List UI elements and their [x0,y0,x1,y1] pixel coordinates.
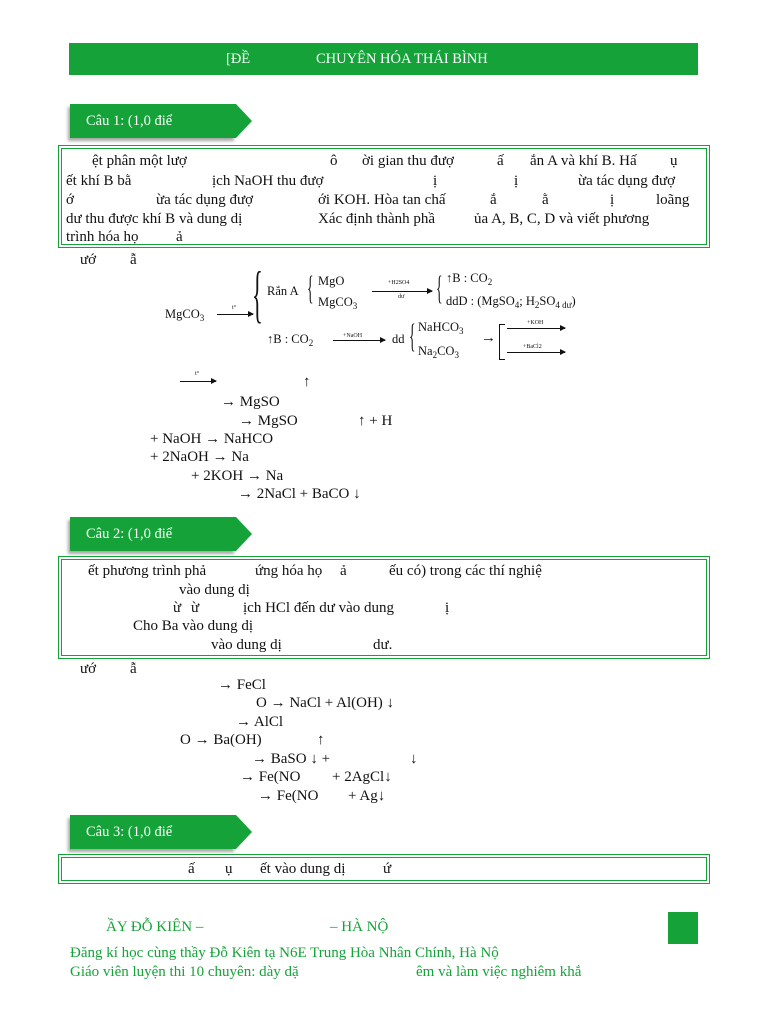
q3-text: ấ [188,861,195,877]
footer-tagline-end: êm và làm việc nghiêm khắ [416,964,582,980]
q1-text: ới KOH. Hòa tan chấ [318,192,446,208]
eq2-line: ↓ [410,751,418,767]
header-banner [69,43,698,75]
q1-text: ừa tác dụng đượ [156,192,254,208]
question-3-tag-label: Câu 3: (1,0 điể [86,824,173,840]
q1-text: ị [610,192,615,208]
q2-text: ịch HCl đến dư vào dung [243,600,395,616]
header-title: CHUYÊN HÓA THÁI BÌNH [316,51,488,67]
b-co2-top-label: ↑B : $CO_2$ [446,271,493,287]
question-1-tag-label: Câu 1: (1,0 điể [86,113,173,129]
eq2-line: O → NaCl + Al(OH) ↓ [256,695,395,711]
mgco3b-label: MgCO$_3$ [318,295,358,311]
footer-title-suffix: – HÀ NỘ [330,919,389,935]
eq1-line: ↑ [303,374,311,390]
mgo-label: MgO [318,274,345,288]
q1-text: ớ [66,192,74,208]
eq2-line: O → Ba(OH) [180,732,262,748]
b-co2-label: ↑B : $CO_2$ [267,332,314,348]
footer-logo-square [668,912,698,944]
eq2-line: ↑ [317,732,325,748]
q1-text: ắ [490,192,497,208]
q1-text: ằ [542,192,549,208]
eq2-line: → Fe(NO [258,788,319,804]
eq1-line: + 2KOH → Na [191,468,284,484]
eq2-line: → AlCl [236,714,284,730]
q1-text: ị [433,173,438,189]
q1-text: trình hóa họ [66,229,139,245]
q2-text: Cho Ba vào dung dị [133,618,253,634]
q1-text: ụ [670,153,678,169]
question-1-tag [70,104,236,138]
eq1-line: → MgSO [221,394,280,410]
na2co3-label: $Na_2CO_3$ [418,344,459,360]
q1-text: dư thu được khí B và dung dị [66,211,243,227]
q2-text: ả [340,563,347,579]
eq1-heat-arrow [180,381,216,382]
koh-label: +KOH [527,320,544,326]
question-3-tag [70,815,236,849]
q2-answer-label: ẫ [130,661,137,677]
q1-text: ết khí B bằ [66,173,132,189]
footer-address: Đăng kí học cùng thầy Đỗ Kiên tạ N6E Trung Hòa Nhân Chính, Hà Nộ [70,945,499,961]
heat-arrow [217,314,253,315]
naoh-label: +NaOH [343,333,363,339]
question-2-tag-label: Câu 2: (1,0 điể [86,526,173,542]
q1-answer-label: ẫ [130,252,137,268]
eq2-line: + 2AgCl↓ [332,769,392,785]
eq1-line: + NaOH → NaHCO [150,431,274,447]
bacl2-arrow [507,352,565,353]
q2-text: ết phương trình phả [88,563,207,579]
q2-text: vào dung dị [179,582,250,598]
q1-text: loãng [656,192,690,208]
q1-text: ời gian thu đượ [362,153,454,169]
header-title-prefix: [ĐỀ [226,51,251,67]
q3-text: ết vào dung dị [260,861,346,877]
du-label: dư [398,294,405,300]
q1-text: ấ [497,153,504,169]
h2so4-label: +H2SO4 [388,280,410,286]
q3-text: ụ [225,861,233,877]
q1-text: ị [514,173,519,189]
nahco3-label: NaHCO$_3$ [418,320,464,336]
eq2-line: + Ag↓ [348,788,386,804]
q3-text: ứ [383,861,392,877]
dd-brace: { [409,318,416,355]
eq1-heat-label: t° [195,371,200,377]
q1-text: ủa A, B, C, D và viết phương [474,211,650,227]
q1-text: Xác định thành phầ [318,211,436,227]
footer-tagline: Giáo viên luyện thi 10 chuyên: dày dặ [70,964,299,980]
eq1-line: ↑ + H [358,413,393,429]
naoh-arrow [333,340,385,341]
q2-text: ừ [191,600,200,616]
eq1-line: + 2NaOH → Na [150,449,249,465]
q2-text: ị [445,600,450,616]
ran-a-brace: { [307,270,314,307]
ddD-label: ddD : (MgSO$_4$; $H_2SO_{4 dư}$) [446,294,576,310]
question-2-tag [70,517,236,551]
q2-text: ừ [173,600,182,616]
eq2-line: → Fe(NO [240,769,301,785]
mgco3-label: MgCO$_3$ [165,307,205,323]
footer-title: ẦY ĐỖ KIÊN – [106,919,204,935]
ran-a-label: Rắn A [267,284,299,298]
products-brace: { [436,270,443,307]
main-brace: { [252,258,263,329]
q2-text: vào dung dị [211,637,282,653]
q2-text: ếu có) trong các thí nghiệ [389,563,542,579]
dd-label: dd [392,332,405,346]
eq1-line: → MgSO [239,413,298,429]
bacl2-label: +BaCl2 [523,344,542,350]
eq1-line: → 2NaCl + BaCO ↓ [238,486,361,502]
heat-label: t° [232,305,237,311]
q2-text: ứng hóa họ [255,563,323,579]
arrow-to-bracket: → [481,330,496,346]
h2so4-arrow [372,291,432,292]
q1-answer-label: ướ [80,252,97,268]
split-bracket [499,324,505,360]
eq2-line: → BaSO ↓ + [252,751,331,767]
koh-arrow [507,328,565,329]
q1-text: ệt phân một lượ [92,153,187,169]
q1-text: ô [330,153,338,169]
q2-answer-label: ướ [80,661,97,677]
q1-text: ừa tác dụng đượ [578,173,676,189]
q2-text: dư. [373,637,393,653]
q1-text: ịch NaOH thu đượ [212,173,324,189]
eq2-line: → FeCl [218,677,266,693]
q1-text: ả [176,229,183,245]
q1-text: ắn A và khí B. Hấ [530,153,637,169]
